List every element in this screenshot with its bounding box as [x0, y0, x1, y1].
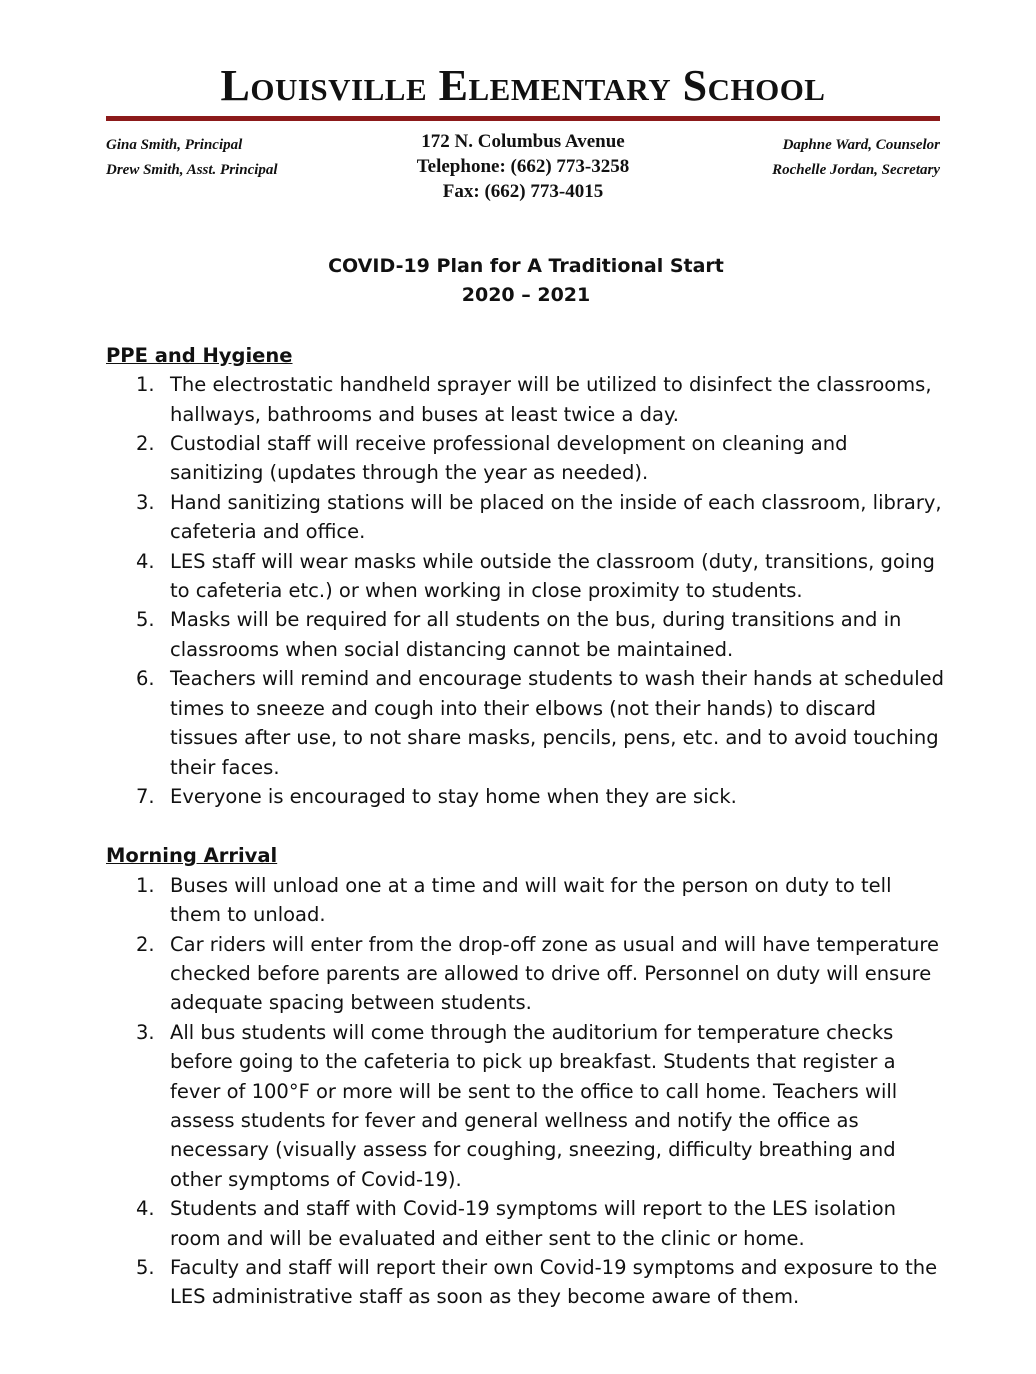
item-number: 2. [136, 432, 155, 456]
item-number: 3. [136, 1020, 155, 1044]
counselor-name: Daphne Ward, Counselor [782, 137, 940, 153]
item-text: Everyone is encouraged to stay home when they are sick. [170, 784, 737, 808]
item-text: Car riders will enter from the drop-off zone as usual and will have temperature checked before parents are allowed to drive off. Personnel on duty will ensure adequate spacing between students. [170, 932, 939, 1015]
letterhead [106, 60, 940, 209]
item-number: 5. [136, 608, 155, 632]
item-number: 3. [136, 490, 155, 514]
list-item [106, 930, 946, 1018]
school-telephone: Telephone: (662) 773-3258 [416, 156, 630, 177]
list-item [106, 871, 946, 930]
document-title: COVID-19 Plan for A Traditional Start [328, 255, 724, 277]
secretary-name: Rochelle Jordan, Secretary [772, 162, 940, 178]
item-text: Teachers will remind and encourage students to wash their hands at scheduled times to sneeze and cough into their elbows (not their hands) to discard tissues after use, to not share masks, pencils, pens, etc. and to avoid touching their faces. [170, 667, 945, 779]
school-address: 172 N. Columbus Avenue [421, 131, 625, 152]
list-item [106, 1253, 946, 1312]
item-number: 7. [136, 784, 155, 808]
item-text: Students and staff with Covid-19 symptoms will report to the LES isolation room and will be evaluated and either sent to the clinic or home. [170, 1197, 897, 1250]
document-body [106, 252, 946, 1312]
item-number: 6. [136, 667, 155, 691]
list-item [106, 370, 946, 429]
item-number: 1. [136, 873, 155, 897]
item-text: Hand sanitizing stations will be placed on the inside of each classroom, library, cafeteria and office. [170, 490, 942, 544]
school-fax: Fax: (662) 773-4015 [442, 181, 604, 202]
item-number: 4. [136, 549, 155, 573]
item-text: Faculty and staff will report their own Covid-19 symptoms and exposure to the LES administrative staff as soon as they become aware of them. [170, 1256, 938, 1309]
list-item [106, 605, 946, 664]
item-text: Masks will be required for all students on the bus, during transitions and in classrooms when social distancing cannot be maintained. [170, 608, 902, 661]
list-item [106, 429, 946, 488]
list-item [106, 488, 946, 547]
header-divider [106, 116, 940, 121]
item-number: 1. [136, 373, 155, 397]
item-text: Custodial staff will receive professional development on cleaning and sanitizing (updates through the year as needed). [170, 432, 848, 485]
item-text: Buses will unload one at a time and will wait for the person on duty to tell them to unload. [170, 873, 892, 927]
list-item [106, 547, 946, 606]
section-heading-ppe: PPE and Hygiene [106, 343, 293, 367]
list-item [106, 782, 946, 811]
staff-contact-row [106, 129, 940, 209]
list-item [106, 664, 946, 782]
staff-names [772, 133, 940, 183]
item-number: 2. [136, 932, 155, 956]
list-item [106, 1018, 946, 1194]
assistant-principal-name: Drew Smith, Asst. Principal [106, 162, 278, 178]
ppe-hygiene-list [106, 370, 946, 811]
item-text: All bus students will come through the auditorium for temperature checks before going to the cafeteria to pick up breakfast. Students that register a fever of 100°F or more will be sent to the office to call home. Teachers will assess students for fever and general wellness and notify the office as necessary (visually assess for coughing, sneezing, difficulty breathing and other symptoms of Covid-19). [170, 1020, 898, 1191]
school-year: 2020 – 2021 [461, 284, 591, 307]
item-text: The electrostatic handheld sprayer will be utilized to disinfect the classrooms, hallways, bathrooms and buses at least twice a day. [170, 373, 932, 426]
item-number: 4. [136, 1197, 155, 1221]
section-heading-morning-arrival: Morning Arrival [106, 844, 278, 868]
item-number: 5. [136, 1256, 155, 1279]
morning-arrival-list [106, 871, 946, 1312]
item-text: LES staff will wear masks while outside the classroom (duty, transitions, going to cafeteria etc.) or when working in close proximity to students. [170, 549, 935, 603]
school-name: Louisville Elementary School [220, 61, 826, 110]
principal-name: Gina Smith, Principal [106, 137, 243, 153]
list-item [106, 1194, 946, 1253]
